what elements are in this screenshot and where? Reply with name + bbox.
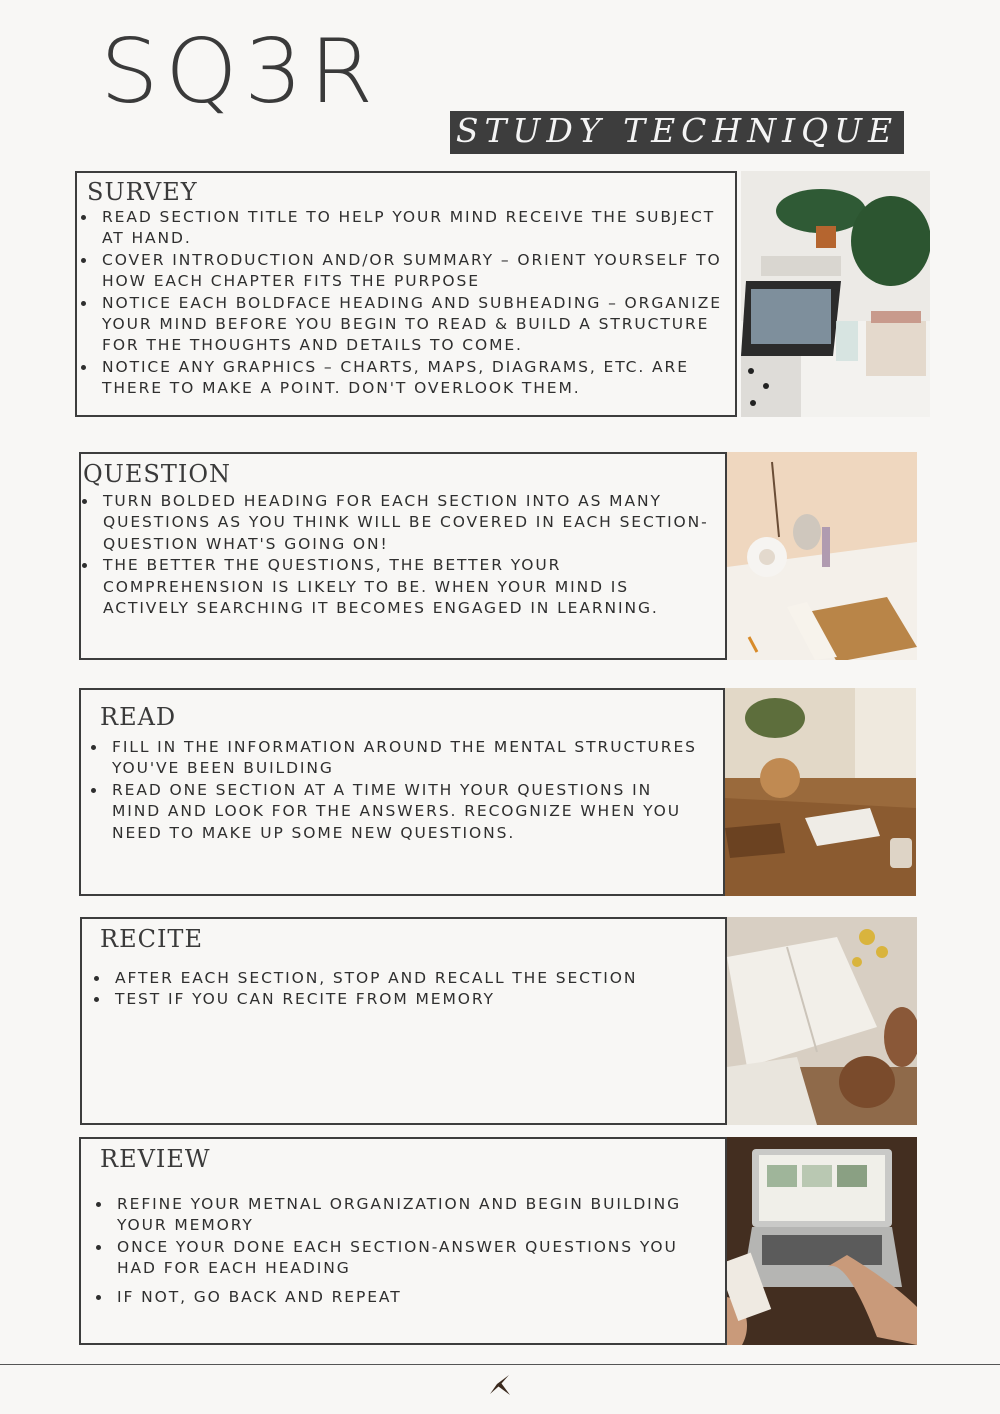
recite-bullet-list [90, 968, 710, 1011]
read-heading: READ [100, 703, 177, 731]
review-bullet-list [92, 1194, 712, 1308]
list-item: IF NOT, GO BACK AND REPEAT [92, 1287, 712, 1308]
sparkle-icon [487, 1372, 513, 1398]
page-title: SQ3R [100, 20, 380, 123]
list-item: REFINE YOUR METNAL ORGANIZATION AND BEGIN BUILDING YOUR MEMORY [92, 1194, 712, 1237]
list-item: FILL IN THE INFORMATION AROUND THE MENTAL STRUCTURES YOU'VE BEEN BUILDING [87, 737, 707, 780]
desk-notebook-photo [727, 452, 917, 660]
question-heading: QUESTION [83, 460, 232, 488]
list-item: READ ONE SECTION AT A TIME WITH YOUR QUESTIONS IN MIND AND LOOK FOR THE ANSWERS. RECOGNIZE WHEN YOU NEED TO MAKE UP SOME NEW QUESTIONS. [87, 780, 707, 844]
open-book-photo [727, 917, 917, 1125]
page-subtitle: STUDY TECHNIQUE [450, 111, 904, 154]
list-item: TURN BOLDED HEADING FOR EACH SECTION INTO AS MANY QUESTIONS AS YOU THINK WILL BE COVERED IN EACH SECTION-QUESTION WHAT'S GOING ON! [78, 491, 718, 555]
list-item: THE BETTER THE QUESTIONS, THE BETTER YOUR COMPREHENSION IS LIKELY TO BE. WHEN YOUR MIND IS ACTIVELY SEARCHING IT BECOMES ENGAGED IN LEARNING. [78, 555, 718, 619]
list-item: NOTICE ANY GRAPHICS – CHARTS, MAPS, DIAGRAMS, ETC. ARE THERE TO MAKE A POINT. DON'T OVERLOOK THEM. [77, 357, 727, 400]
review-heading: REVIEW [100, 1145, 211, 1173]
wooden-table-photo [725, 688, 916, 896]
list-item: READ SECTION TITLE TO HELP YOUR MIND RECEIVE THE SUBJECT AT HAND. [77, 207, 727, 250]
list-item: NOTICE EACH BOLDFACE HEADING AND SUBHEADING – ORGANIZE YOUR MIND BEFORE YOU BEGIN TO READ & BUILD A STRUCTURE FOR THE THOUGHTS AND DETAILS TO COME. [77, 293, 727, 357]
list-item: TEST IF YOU CAN RECITE FROM MEMORY [90, 989, 710, 1010]
recite-heading: RECITE [100, 925, 203, 953]
laptop-typing-photo [727, 1137, 917, 1345]
list-item: COVER INTRODUCTION AND/OR SUMMARY – ORIENT YOURSELF TO HOW EACH CHAPTER FITS THE PURPOSE [77, 250, 727, 293]
footer-divider [0, 1364, 1000, 1365]
survey-bullet-list [77, 207, 727, 400]
survey-heading: SURVEY [87, 178, 198, 206]
list-item: ONCE YOUR DONE EACH SECTION-ANSWER QUESTIONS YOU HAD FOR EACH HEADING [92, 1237, 712, 1280]
laptop-plants-photo [741, 171, 930, 417]
read-bullet-list [87, 737, 707, 844]
question-bullet-list [78, 491, 718, 619]
list-item: AFTER EACH SECTION, STOP AND RECALL THE SECTION [90, 968, 710, 989]
